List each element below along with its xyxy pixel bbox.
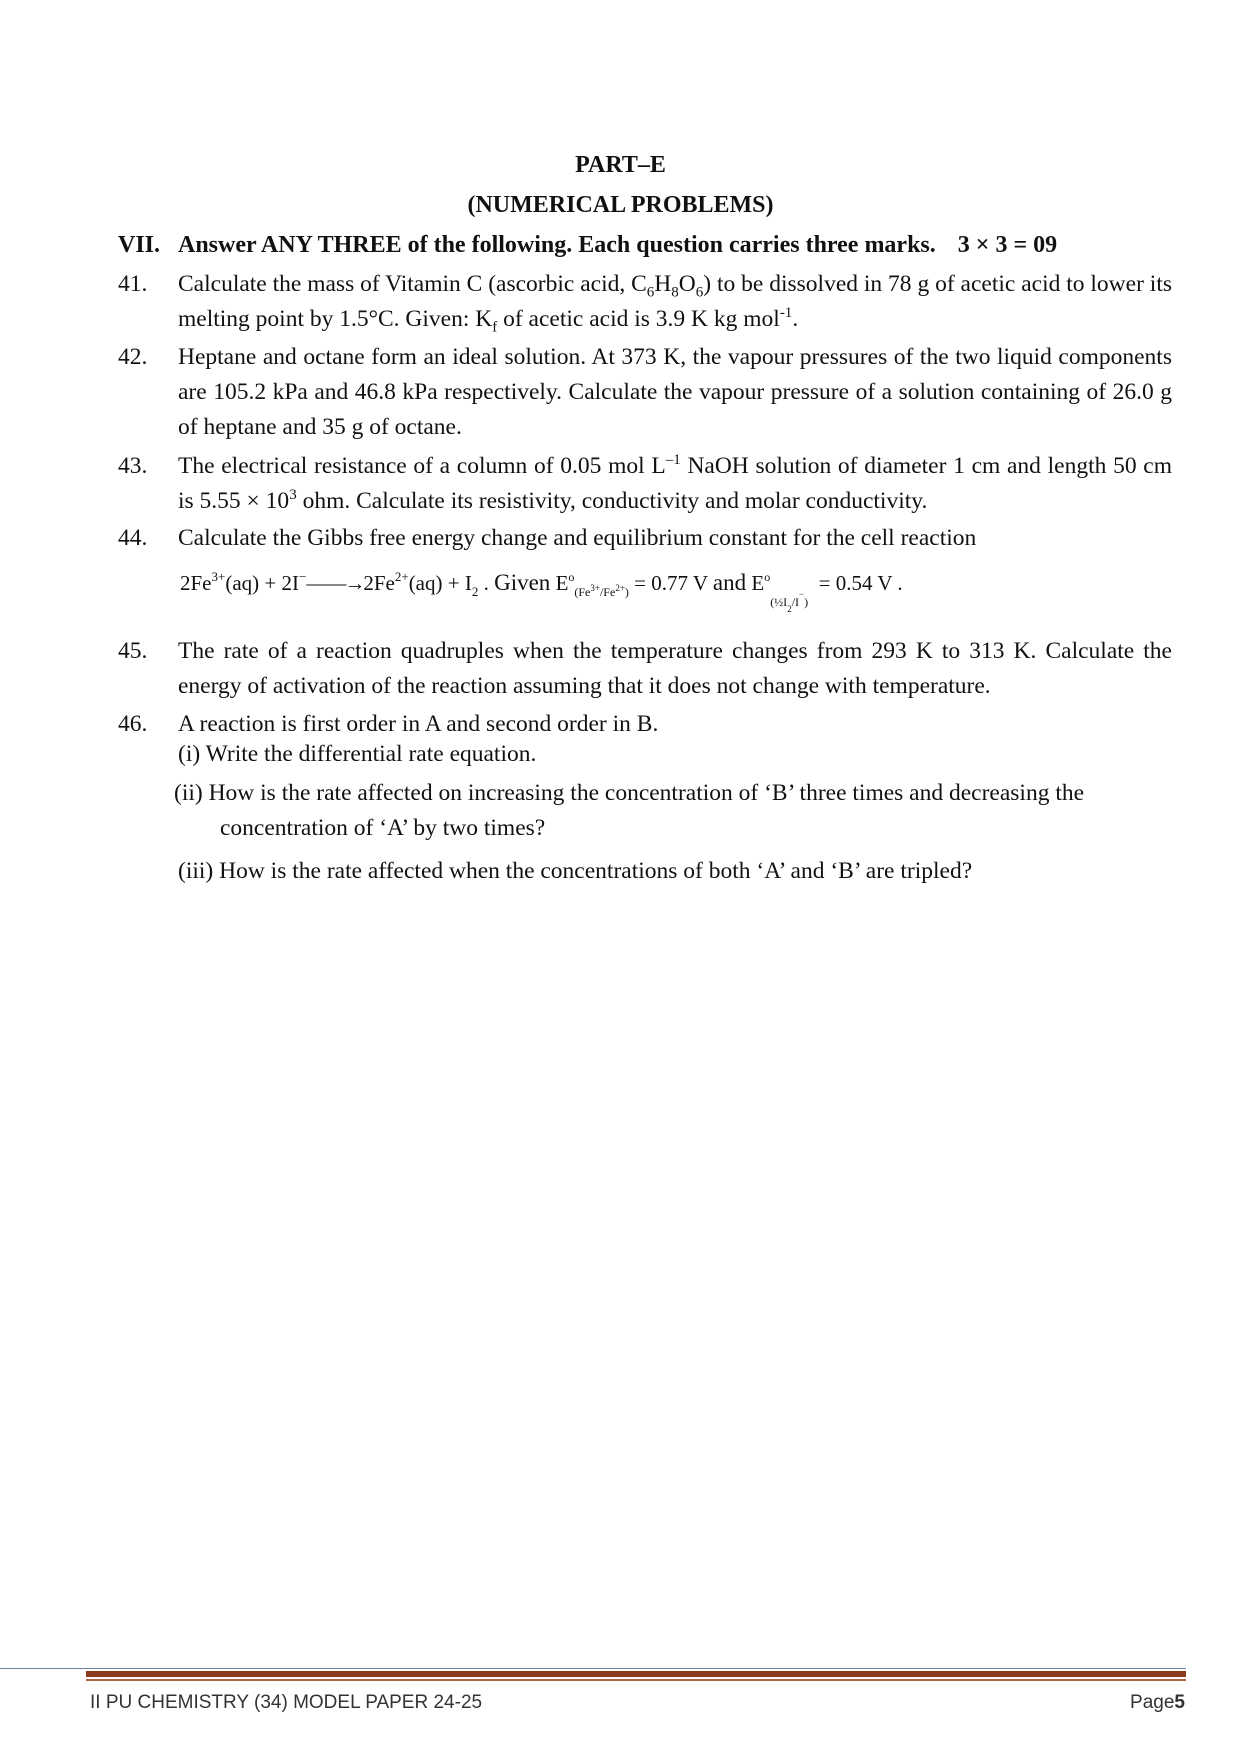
question-43 bbox=[118, 449, 1172, 519]
section-instruction: Answer ANY THREE of the following. Each question carries three marks. bbox=[178, 232, 936, 258]
question-text: Calculate the mass of Vitamin C (ascorbic acid, $C_6H_8O_6$) to be dissolved in 78 g of acetic acid to lower its melting point by 1.5°C. Given: $K_f$ of acetic acid is 3.9 K kg mol$^{-1}$. bbox=[178, 271, 1173, 336]
question-number: 46. bbox=[118, 711, 148, 737]
footer-thin-rule bbox=[0, 1668, 1186, 1669]
question-number: 43. bbox=[118, 453, 148, 479]
part-ii-line-2: concentration of ‘A’ by two times? bbox=[220, 815, 546, 841]
question-number: 42. bbox=[118, 344, 148, 370]
section-heading bbox=[118, 232, 1118, 259]
question-text: Heptane and octane form an ideal solution. At 373 K, the vapour pressures of the two liquid components are 105.2 kPa and 46.8 kPa respectively. Calculate the vapour pressure of a solution containing of 26.0 g of heptane and 35 g of octane. bbox=[178, 344, 1172, 440]
question-45 bbox=[118, 634, 1172, 704]
cell-reaction-equation: $2Fe^{3+}(aq)$ + $2I^-——\to 2Fe^{2+}(aq) + I_2$ . Given $E^o_{(Fe^{3+}/Fe^{2+})} = 0.77$ V and $E^o_{(\frac{1}{2}I_2/I^-)} = 0.54$ V . bbox=[180, 569, 903, 614]
question-46-part-i: (i) Write the differential rate equation. bbox=[178, 741, 537, 767]
footer-paper-title: II PU CHEMISTRY (34) MODEL PAPER 24-25 bbox=[90, 1692, 483, 1713]
question-number: 41. bbox=[118, 271, 148, 297]
question-46-part-ii bbox=[174, 776, 1172, 846]
question-text: A reaction is first order in A and second order in B. bbox=[178, 711, 659, 737]
question-41 bbox=[118, 267, 1172, 337]
question-number: 44. bbox=[118, 525, 148, 551]
part-subtitle: (NUMERICAL PROBLEMS) bbox=[467, 192, 774, 218]
question-42 bbox=[118, 340, 1172, 445]
part-title: PART–E bbox=[575, 152, 666, 178]
footer-page-number bbox=[1130, 1692, 1185, 1714]
question-number: 45. bbox=[118, 638, 148, 664]
question-text: The rate of a reaction quadruples when the temperature changes from 293 K to 313 K. Calculate the energy of activation of the reaction assuming that it does not change with temperature. bbox=[178, 638, 1172, 699]
question-text: Calculate the Gibbs free energy change and equilibrium constant for the cell reaction bbox=[178, 525, 977, 551]
section-number: VII. bbox=[118, 232, 161, 258]
question-44 bbox=[118, 521, 1172, 556]
footer-thick-rule bbox=[86, 1671, 1186, 1677]
question-46-part-iii: (iii) How is the rate affected when the concentrations of both ‘A’ and ‘B’ are tripled? bbox=[178, 858, 973, 884]
footer-accent-rule bbox=[86, 1679, 1186, 1681]
section-marks: 3 × 3 = 09 bbox=[957, 232, 1058, 258]
part-ii-line-1: (ii) How is the rate affected on increasing the concentration of ‘B’ three times and decreasing the bbox=[174, 780, 1085, 806]
question-text: The electrical resistance of a column of 0.05 mol $L^{-1}$ NaOH solution of diameter 1 cm and length 50 cm is $5.55 \times 10^3$ ohm. Calculate its resistivity, conductivity and molar conductivity. bbox=[178, 452, 1172, 514]
page-label: Page bbox=[1130, 1692, 1175, 1713]
page-number: 5 bbox=[1174, 1692, 1185, 1713]
